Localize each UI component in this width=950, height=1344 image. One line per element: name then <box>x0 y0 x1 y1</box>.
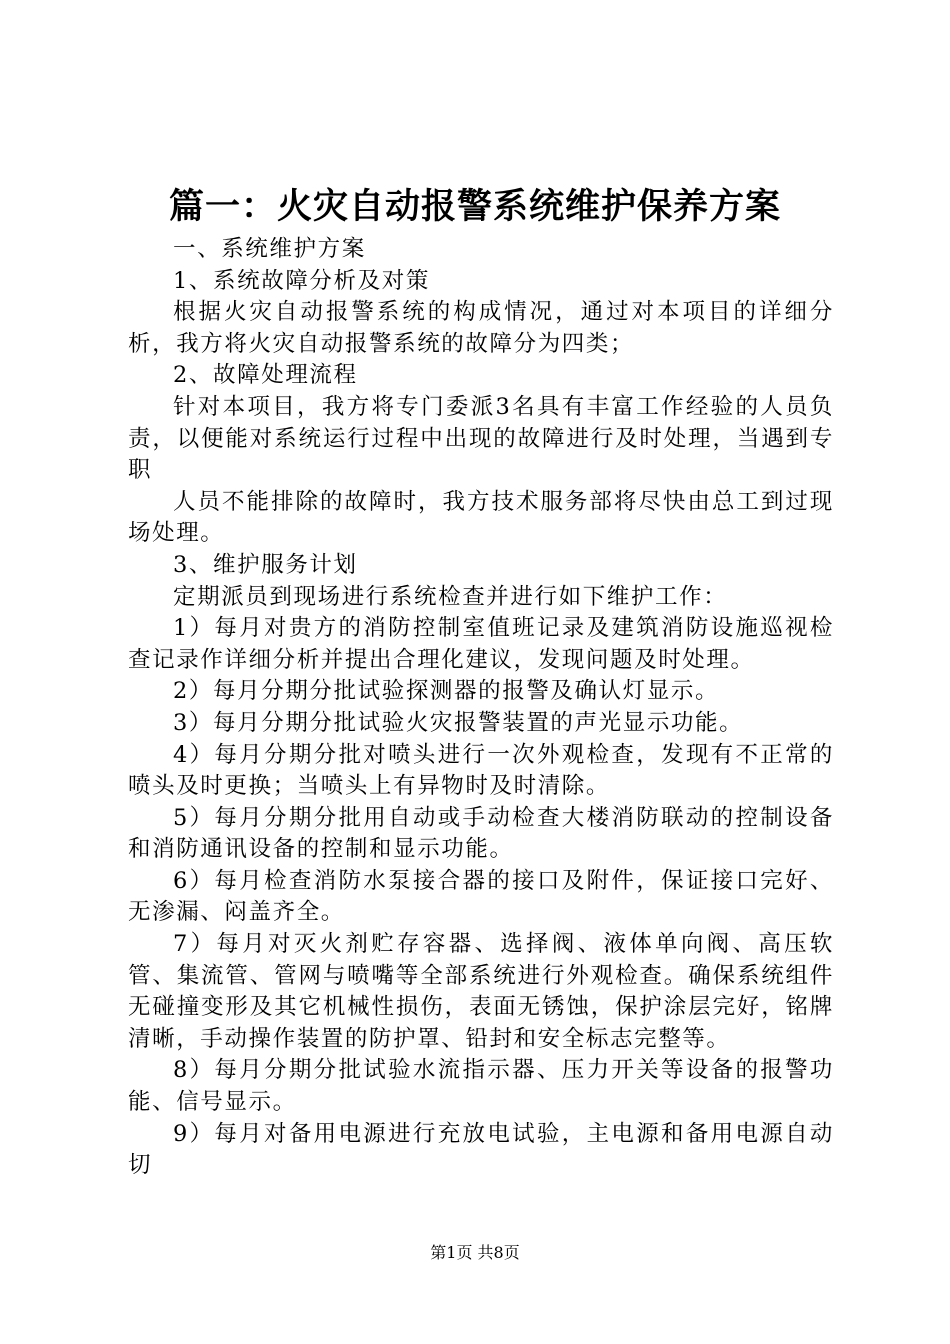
subsection-heading: 1、系统故障分析及对策 <box>173 267 430 294</box>
paragraph: 根据火灾自动报警系统的构成情况，通过对本项目的详细分析，我方将火灾自动报警系统的故障分为四类； <box>128 299 834 357</box>
list-item: 8）每月分期分批试验水流指示器、压力开关等设备的报警功能、信号显示。 <box>128 1057 834 1116</box>
list-item: 6）每月检查消防水泵接合器的接口及附件，保证接口完好、无渗漏、闷盖齐全。 <box>128 867 834 926</box>
subsection-heading: 3、维护服务计划 <box>173 551 358 578</box>
page-footer: 第1页 共8页 <box>430 1243 520 1262</box>
list-item: 7）每月对灭火剂贮存容器、选择阀、液体单向阀、高压软管、集流管、管网与喷嘴等全部系统进行外观检查。确保系统组件无碰撞变形及其它机械性损伤，表面无锈蚀，保护涂层完好，铭牌清晰，手动操作装置的防护罩、铅封和安全标志完整等。 <box>128 931 834 1052</box>
subsection-heading: 2、故障处理流程 <box>173 362 358 389</box>
paragraph: 定期派员到现场进行系统检查并进行如下维护工作： <box>173 583 728 610</box>
section-heading: 一、系统维护方案 <box>173 236 366 262</box>
list-item: 9）每月对备用电源进行充放电试验，主电源和备用电源自动切 <box>128 1120 834 1179</box>
paragraph: 人员不能排除的故障时，我方技术服务部将尽快由总工到过现场处理。 <box>128 488 834 547</box>
document-body <box>128 234 834 1182</box>
list-item: 5）每月分期分批用自动或手动检查大楼消防联动的控制设备和消防通讯设备的控制和显示功能。 <box>128 804 834 863</box>
paragraph: 针对本项目，我方将专门委派3名具有丰富工作经验的人员负责，以便能对系统运行过程中出现的故障进行及时处理，当遇到专职 <box>128 393 834 484</box>
document-title: 篇一：火灾自动报警系统维护保养方案 <box>168 187 781 227</box>
list-item: 1）每月对贵方的消防控制室值班记录及建筑消防设施巡视检查记录作详细分析并提出合理化建议，发现问题及时处理。 <box>128 615 834 673</box>
list-item: 2）每月分期分批试验探测器的报警及确认灯显示。 <box>173 678 720 705</box>
list-item: 4）每月分期分批对喷头进行一次外观检查，发现有不正常的喷头及时更换；当喷头上有异物时及时清除。 <box>128 741 834 800</box>
list-item: 3）每月分期分批试验火灾报警装置的声光显示功能。 <box>173 709 744 736</box>
